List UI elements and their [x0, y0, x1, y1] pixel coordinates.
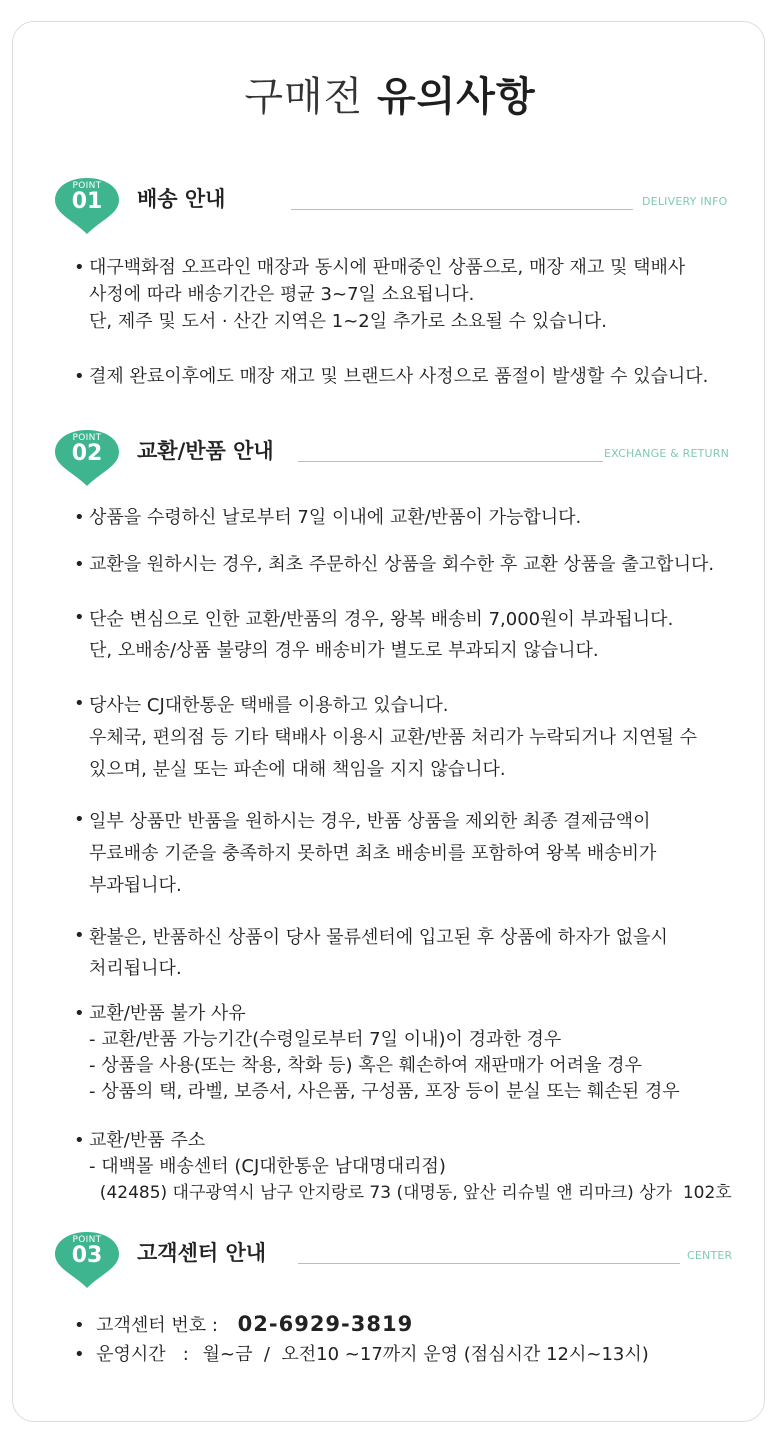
- point-badge: [53, 1230, 121, 1290]
- point-badge: [53, 176, 121, 236]
- hours-label: 운영시간 :: [96, 1344, 189, 1365]
- point-number: 01: [71, 189, 103, 214]
- section-divider: [298, 461, 603, 462]
- page-title-light: 구매전: [244, 74, 364, 120]
- section-en-title: EXCHANGE & RETURN: [604, 447, 730, 460]
- point-label: POINT: [72, 181, 102, 191]
- page-title-bold: 유의사항: [377, 74, 536, 120]
- phone-row: • 고객센터 번호 : 02-6929-3819: [74, 1312, 414, 1336]
- point-badge: [53, 428, 121, 488]
- page-title: [0, 72, 780, 122]
- section-divider: [298, 1263, 680, 1264]
- section-header-center: [53, 1230, 743, 1290]
- section-en-title: CENTER: [687, 1249, 733, 1262]
- section-header-delivery: [53, 176, 743, 236]
- section-title: 고객센터 안내: [137, 1241, 267, 1265]
- point-label: POINT: [72, 1235, 102, 1245]
- point-number: 03: [71, 1243, 103, 1268]
- point-number: 02: [71, 441, 103, 466]
- section-title: 배송 안내: [137, 187, 226, 211]
- section-header-exchange: [53, 428, 743, 488]
- section-en-title: DELIVERY INFO: [642, 195, 728, 208]
- hours-value: 월~금 / 오전10 ~17까지 운영 (점심시간 12시~13시): [202, 1344, 649, 1365]
- point-label: POINT: [72, 433, 102, 443]
- hours-row: • 운영시간 : 월~금 / 오전10 ~17까지 운영 (점심시간 12시~13시): [74, 1344, 649, 1365]
- section-divider: [291, 209, 633, 210]
- phone-number[interactable]: 02-6929-3819: [237, 1312, 414, 1336]
- phone-label: 고객센터 번호 :: [96, 1315, 218, 1336]
- section-title: 교환/반품 안내: [137, 439, 274, 463]
